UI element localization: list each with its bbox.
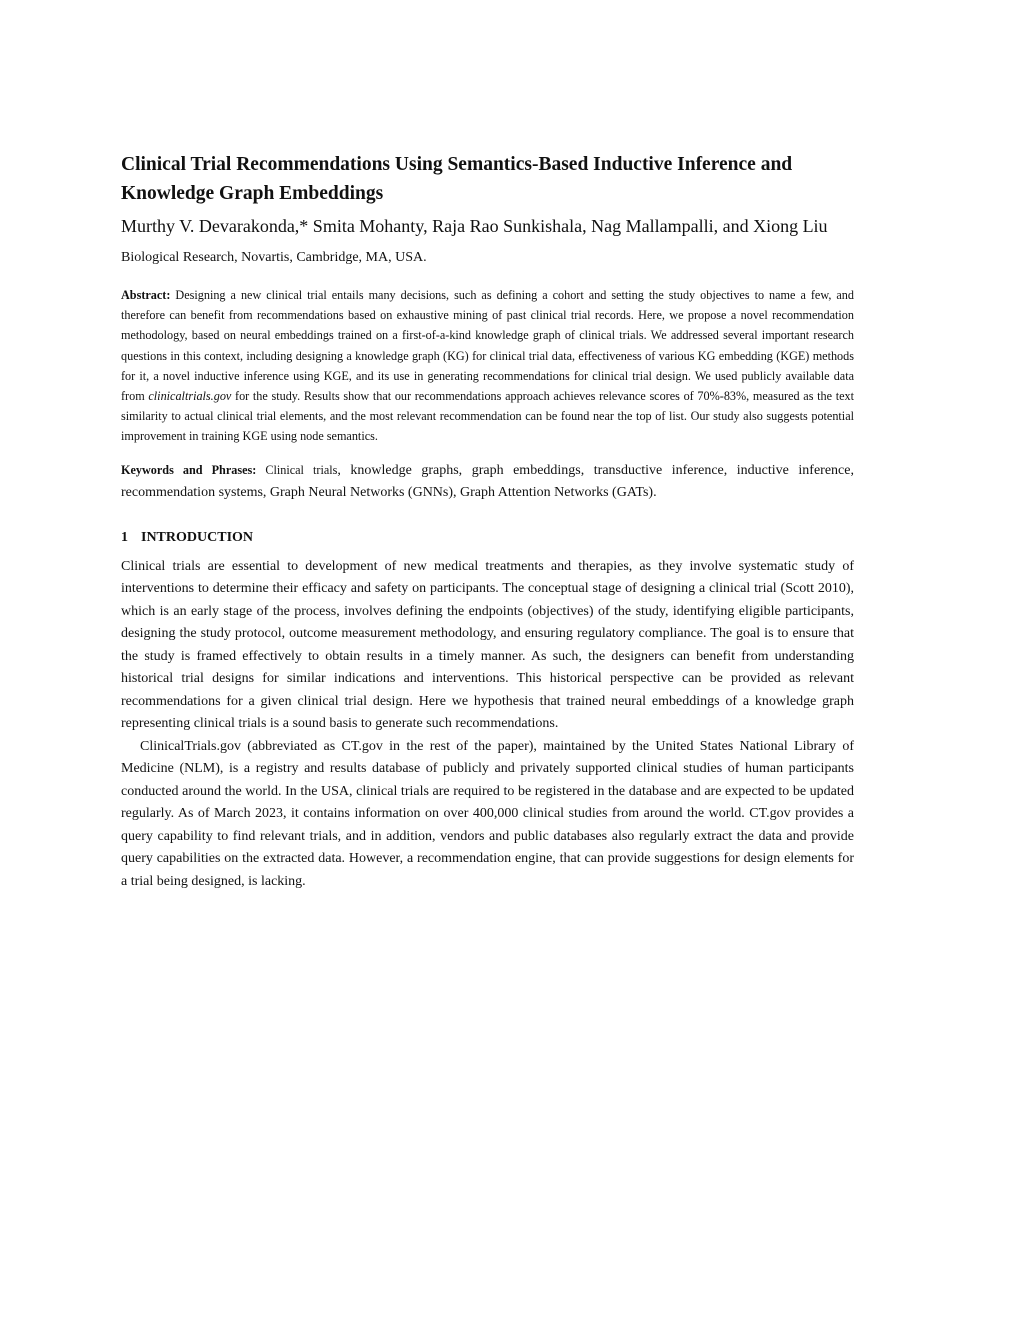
paper-title: Clinical Trial Recommendations Using Semantics-Based Inductive Inference and Knowledge Graph Embeddings [121, 154, 793, 204]
abstract-label: Abstract: [121, 288, 171, 302]
keywords [121, 459, 854, 504]
keywords-first: Clinical trials [256, 462, 338, 477]
keywords-label: Keywords and Phrases: [121, 462, 257, 477]
section-heading-introduction [121, 528, 854, 548]
section-title: INTRODUCTION [141, 529, 254, 545]
keywords-rest: , knowledge graphs, graph embeddings, transductive inference, inductive inference, recommendation systems, Graph Neural Networks (GNNs), Graph Attention Networks (GATs). [121, 462, 854, 500]
abstract-italic-source: clinicaltrials.gov [148, 389, 232, 404]
intro-paragraph-2: ClinicalTrials.gov (abbreviated as CT.gov in the rest of the paper), maintained by the United States National Library of Medicine (NLM), is a registry and results database of publicly and privately supported clinical studies of human participants conducted around the world. In the USA, clinical trials are required to be registered in the database and are expected to be updated regularly. As of March 2023, it contains information on over 400,000 clinical studies from around the world. CT.gov provides a query capability to find relevant trials, and in addition, vendors and public databases also regularly extract the data and provide query capabilities on the extracted data. However, a recommendation engine, that can provide suggestions for design elements for a trial being designed, is lacking. [121, 738, 854, 889]
intro-paragraph-1: Clinical trials are essential to development of new medical treatments and therapies, as they involve systematic study of interventions to determine their efficacy and safety on participants. The conceptual stage of designing a clinical trial (Scott 2010), which is an early stage of the process, involves defining the endpoints (objectives) of the study, identifying eligible participants, designing the study protocol, outcome measurement methodology, and ensuring regulatory compliance. The goal is to ensure that the study is framed effectively to obtain results in a timely manner. As such, the designers can benefit from understanding historical trial designs for similar indications and interventions. This historical perspective can be provided as relevant recommendations for a given clinical trial design. Here we hypothesis that trained neural embeddings of a knowledge graph representing clinical trials is a sound basis to generate such recommendations. [121, 558, 854, 732]
paper-page [121, 150, 854, 893]
section-number: 1 [121, 529, 128, 545]
abstract [121, 285, 854, 447]
author-list: Murthy V. Devarakonda,* Smita Mohanty, Raja Rao Sunkishala, Nag Mallampalli, and Xiong Liu [121, 216, 828, 236]
affiliation: Biological Research, Novartis, Cambridge, MA, USA. [121, 250, 427, 265]
abstract-text-part2: for the study. Results show that our recommendations approach achieves relevance scores of 70%-83%, measured as the text similarity to actual clinical trial elements, and the most relevant recommendation can be found near the top of list. Our study also suggests potential improvement in training KGE using node semantics. [121, 389, 854, 444]
abstract-text-part1: Designing a new clinical trial entails many decisions, such as defining a cohort and setting the study objectives to name a few, and therefore can benefit from recommendations based on exhaustive mining of past clinical trial records. Here, we propose a novel recommendation methodology, based on neural embeddings trained on a first-of-a-kind knowledge graph of clinical trials. We addressed several important research questions in this context, including designing a knowledge graph (KG) for clinical trial data, effectiveness of various KG embedding (KGE) methods for it, a novel inductive inference using KGE, and its use in generating recommendations for clinical trial design. We used publicly available data from [121, 288, 854, 404]
